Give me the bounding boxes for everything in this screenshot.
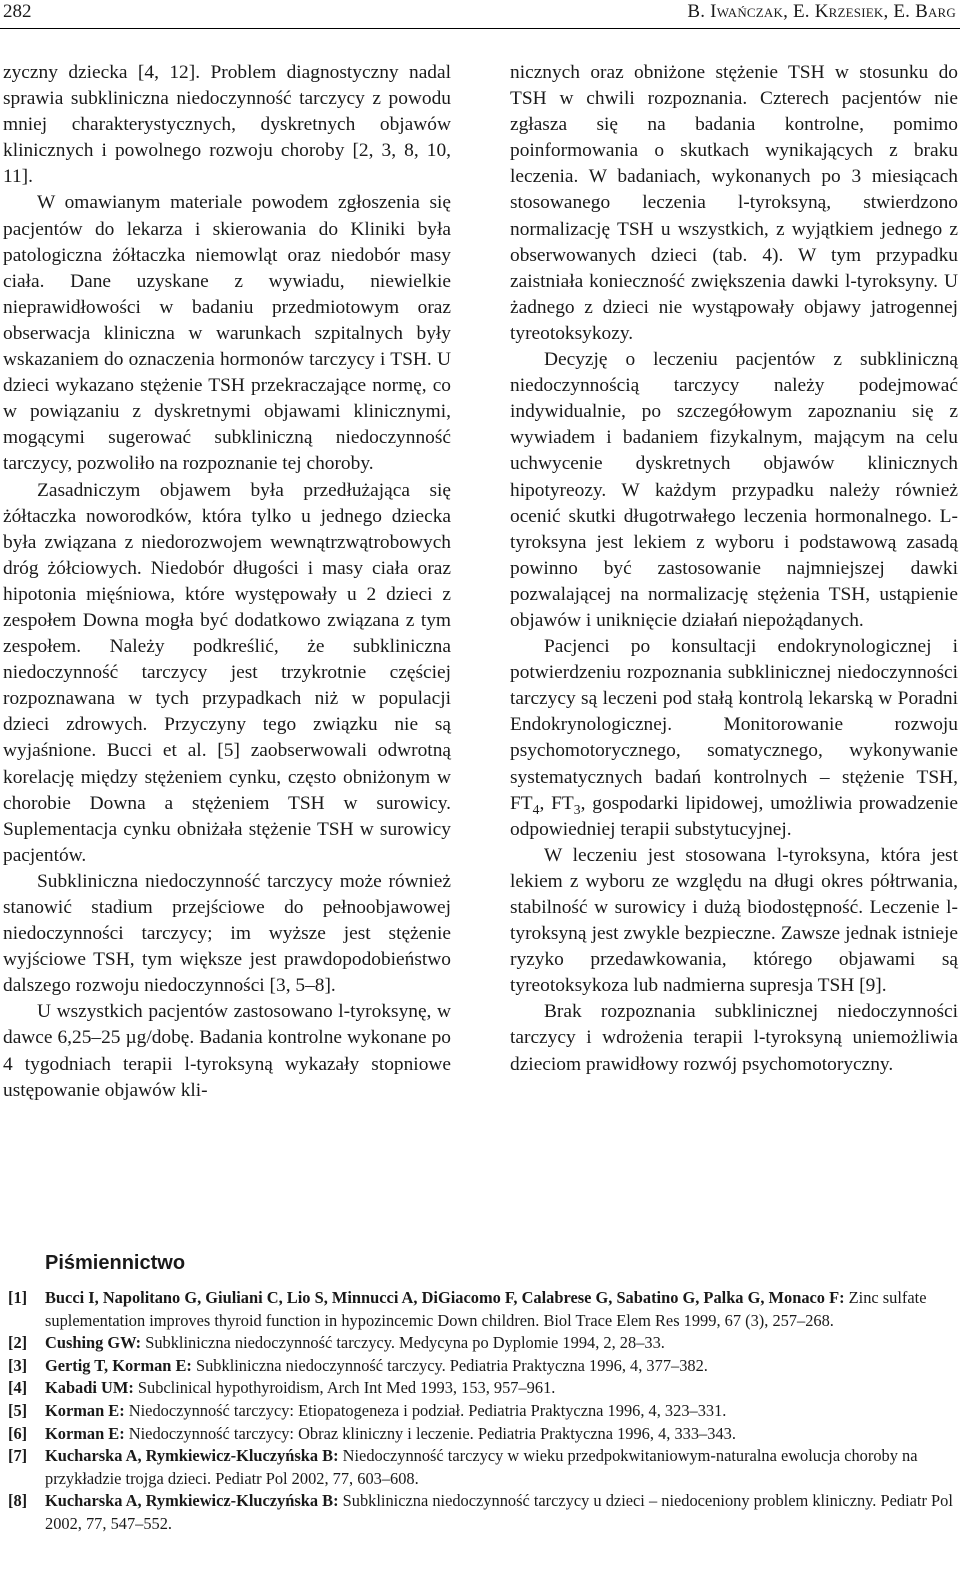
reference-item [8,1490,958,1535]
reference-authors: Korman E: [45,1400,125,1420]
reference-authors: Kucharska A, Rymkiewicz-Kluczyńska B: [45,1491,339,1511]
reference-text: Zinc sulfate suplementation improves thyroid function in hypozincemic Down children. Biol Trace Elem Res 1999, 67 (3), 257–268. [45,1288,927,1330]
reference-authors: Korman E: [45,1423,125,1443]
reference-text: Subkliniczna niedoczynność tarczycy u dzieci – niedoceniony problem kliniczny. Pediatr Pol 2002, 77, 547–552. [45,1491,953,1533]
reference-item [8,1400,958,1423]
reference-text: Subkliniczna niedoczynność tarczycy. Pediatria Praktyczna 1996, 4, 377–382. [191,1355,708,1375]
reference-item [8,1355,958,1378]
reference-text: Niedoczynność tarczycy: Obraz kliniczny i leczenie. Pediatria Praktyczna 1996, 4, 333–343. [124,1423,736,1443]
paragraph-text: , gospodarki lipidowej, umożliwia prowadzenie odpowiedniej terapii substytucyjnej. [510,792,958,840]
paragraph-text: Pacjenci po konsultacji endokrynologicznej i potwierdzeniu rozpoznania subklinicznej niedoczynności tarczycy są leczeni pod stałą kontrolą lekarską w Poradni Endokrynologicznej. Monitorowanie rozwoju psychomotorycznego, somatycznego, wykonywanie systematycznych badań kontrolnych – stężenie TSH, FT [510,636,958,814]
paragraph-text: , FT [539,792,574,814]
paragraph: Decyzję o leczeniu pacjentów z subkliniczną niedoczynnością tarczycy należy podejmować indywidualnie, po szczegółowym zapoznaniu się z wywiadem i badaniem fizykalnym, mającym na celu uchwycenie dyskretnych objawów klinicznych hipotyreozy. W każdym przypadku należy również ocenić skutki długotrwałego leczenia hormonalnego. L-tyroksyna jest lekiem z wyboru i podstawową zasadą powinno być zastosowanie najmniejszej dawki pozwalającej na normalizację stężenia TSH, ustąpienie objawów i uniknięcie działań niepożądanych. [510,349,958,631]
ft4-subscript: 4 [532,801,540,817]
reference-number: [4] [8,1378,28,1398]
left-column [3,60,451,1104]
paragraph: W omawianym materiale powodem zgłoszenia się pacjentów do lekarza i skierowania do Kliniki była patologiczna żółtaczka niemowląt oraz niedobór masy ciała. Dane uzyskane z wywiadu, niewielkie nieprawidłowości w badaniu przedmiotowym oraz obserwacja kliniczna w warunkach szpitalnych były wskazaniem do oznaczenia hormonów tarczycy i TSH. U dzieci wykazano stężenie TSH przekraczające normę, co w powiązaniu z dyskretnymi objawami klinicznymi, mogącymi sugerować subkliniczną niedoczynność tarczycy, pozwoliło na rozpoznanie tej choroby. [3,192,451,475]
page-number: 282 [3,1,32,22]
paragraph: Subkliniczna niedoczynność tarczycy może również stanowić stadium przejściowe do pełnoobjawowej niedoczynności tarczycy; im wyższe jest stężenie wyjściowe TSH, tym większe jest prawdopodobieństwo dalszego rozwoju niedoczynności [3, 5–8]. [3,870,451,997]
paragraph [510,634,958,843]
reference-item [8,1287,958,1332]
reference-text: Niedoczynność tarczycy: Etiopatogeneza i podział. Pediatria Praktyczna 1996, 4, 323–331. [124,1400,727,1420]
paragraph: U wszystkich pacjentów zastosowano l-tyroksynę, w dawce 6,25–25 µg/dobę. Badania kontrolne wykonane po 4 tygodniach terapii l-tyroksyną wykazały stopniowe ustępowanie objawów kli- [3,1001,451,1101]
reference-text: Subkliniczna niedoczynność tarczycy. Medycyna po Dyplomie 1994, 2, 28–33. [141,1333,665,1353]
reference-item [8,1332,958,1355]
reference-authors: Bucci I, Napolitano G, Giuliani C, Lio S, Minnucci A, DiGiacomo F, Calabrese G, Sabatino G, Palka G, Monaco F: [45,1288,845,1307]
reference-number: [3] [8,1355,28,1375]
reference-authors: Cushing GW: [45,1333,142,1353]
reference-number: [7] [8,1446,28,1466]
paragraph: Zasadniczym objawem była przedłużająca się żółtaczka noworodków, która tylko u jednego dziecka była związana z niedorozwojem wewnątrzwątrobowych dróg żółciowych. Niedobór długości i masy ciała oraz hipotonia mięśniowa, które występowały u 2 dzieci z zespołem Downa mogła być dodatkowo związana z tym zespołem. Należy podkreślić, że subkliniczna niedoczynność tarczycy jest trzykrotnie częściej rozpoznawana w tych przypadkach niż w populacji dzieci zdrowych. Przyczyny tego związku nie są wyjaśnione. Bucci et al. [5] zaobserwowali odwrotną korelację między stężeniem cynku, często obniżonym w chorobie Downa a stężeniem TSH w surowicy. Suplementacja cynku obniżała stężenie TSH w surowicy pacjentów. [3,479,451,866]
paragraph: zyczny dziecka [4, 12]. Problem diagnostyczny nadal sprawia subkliniczna niedoczynność tarczycy z powodu mniej charakterystycznych, dyskretnych objawów klinicznych i powolnego rozwoju choroby [2, 3, 8, 10, 11]. [3,62,451,188]
reference-number: [6] [8,1423,28,1443]
reference-number: [8] [8,1491,28,1511]
paragraph: Brak rozpoznania subklinicznej niedoczynności tarczycy i wdrożenia terapii l-tyroksyną uniemożliwia dzieciom prawidłowy rozwój psychomotoryczny. [510,1001,958,1075]
references-list [8,1287,958,1536]
paragraph: nicznych oraz obniżone stężenie TSH w stosunku do TSH w chwili rozpoznania. Czterech pacjentów nie zgłasza się na badania kontrolne, pomimo poinformowania o skutkach wynikających z braku leczenia. W badaniach, wykonanych po 3 miesiącach stosowanego leczenia l-tyroksyną, stwierdzono normalizację TSH u wszystkich, z wyjątkiem jednego z obserwowanych dzieci (tab. 4). W tym przypadku zaistniała konieczność zwiększenia dawki l-tyroksyny. U żadnego z dzieci nie wystąpowały objawy jatrogennej tyreotoksykozy. [510,62,958,344]
reference-number: [2] [8,1333,28,1353]
reference-number: [1] [8,1288,28,1307]
reference-item [8,1423,958,1446]
reference-item [8,1445,958,1490]
right-column [510,60,958,1078]
running-authors: B. Iwańczak, E. Krzesiek, E. Barg [687,1,956,22]
reference-item [8,1377,958,1400]
reference-authors: Kabadi UM: [45,1378,134,1398]
running-header [0,0,960,24]
paragraph: W leczeniu jest stosowana l-tyroksyna, która jest lekiem z wyboru ze względu na długi okres półtrwania, stabilność w surowicy i dużą biodostępność. Leczenie l-tyroksyną jest zwykle bezpieczne. Zawsze jednak istnieje ryzyko przedawkowania, którego objawami są tyreotoksykoza lub nadmierna supresja TSH [9]. [510,844,958,997]
ft3-subscript: 3 [573,801,581,817]
references-title: Piśmiennictwo [45,1252,186,1274]
reference-text: Subclinical hypothyroidism, Arch Int Med 1993, 153, 957–961. [133,1378,556,1398]
reference-number: [5] [8,1400,28,1420]
reference-authors: Kucharska A, Rymkiewicz-Kluczyńska B: [45,1446,339,1466]
reference-text: Niedoczynność tarczycy w wieku przedpokwitaniowym-naturalna ewolucja choroby na przykładzie trojga dzieci. Pediatr Pol 2002, 77, 603–608. [45,1446,918,1488]
header-rule [0,28,960,29]
reference-authors: Gertig T, Korman E: [45,1355,192,1375]
